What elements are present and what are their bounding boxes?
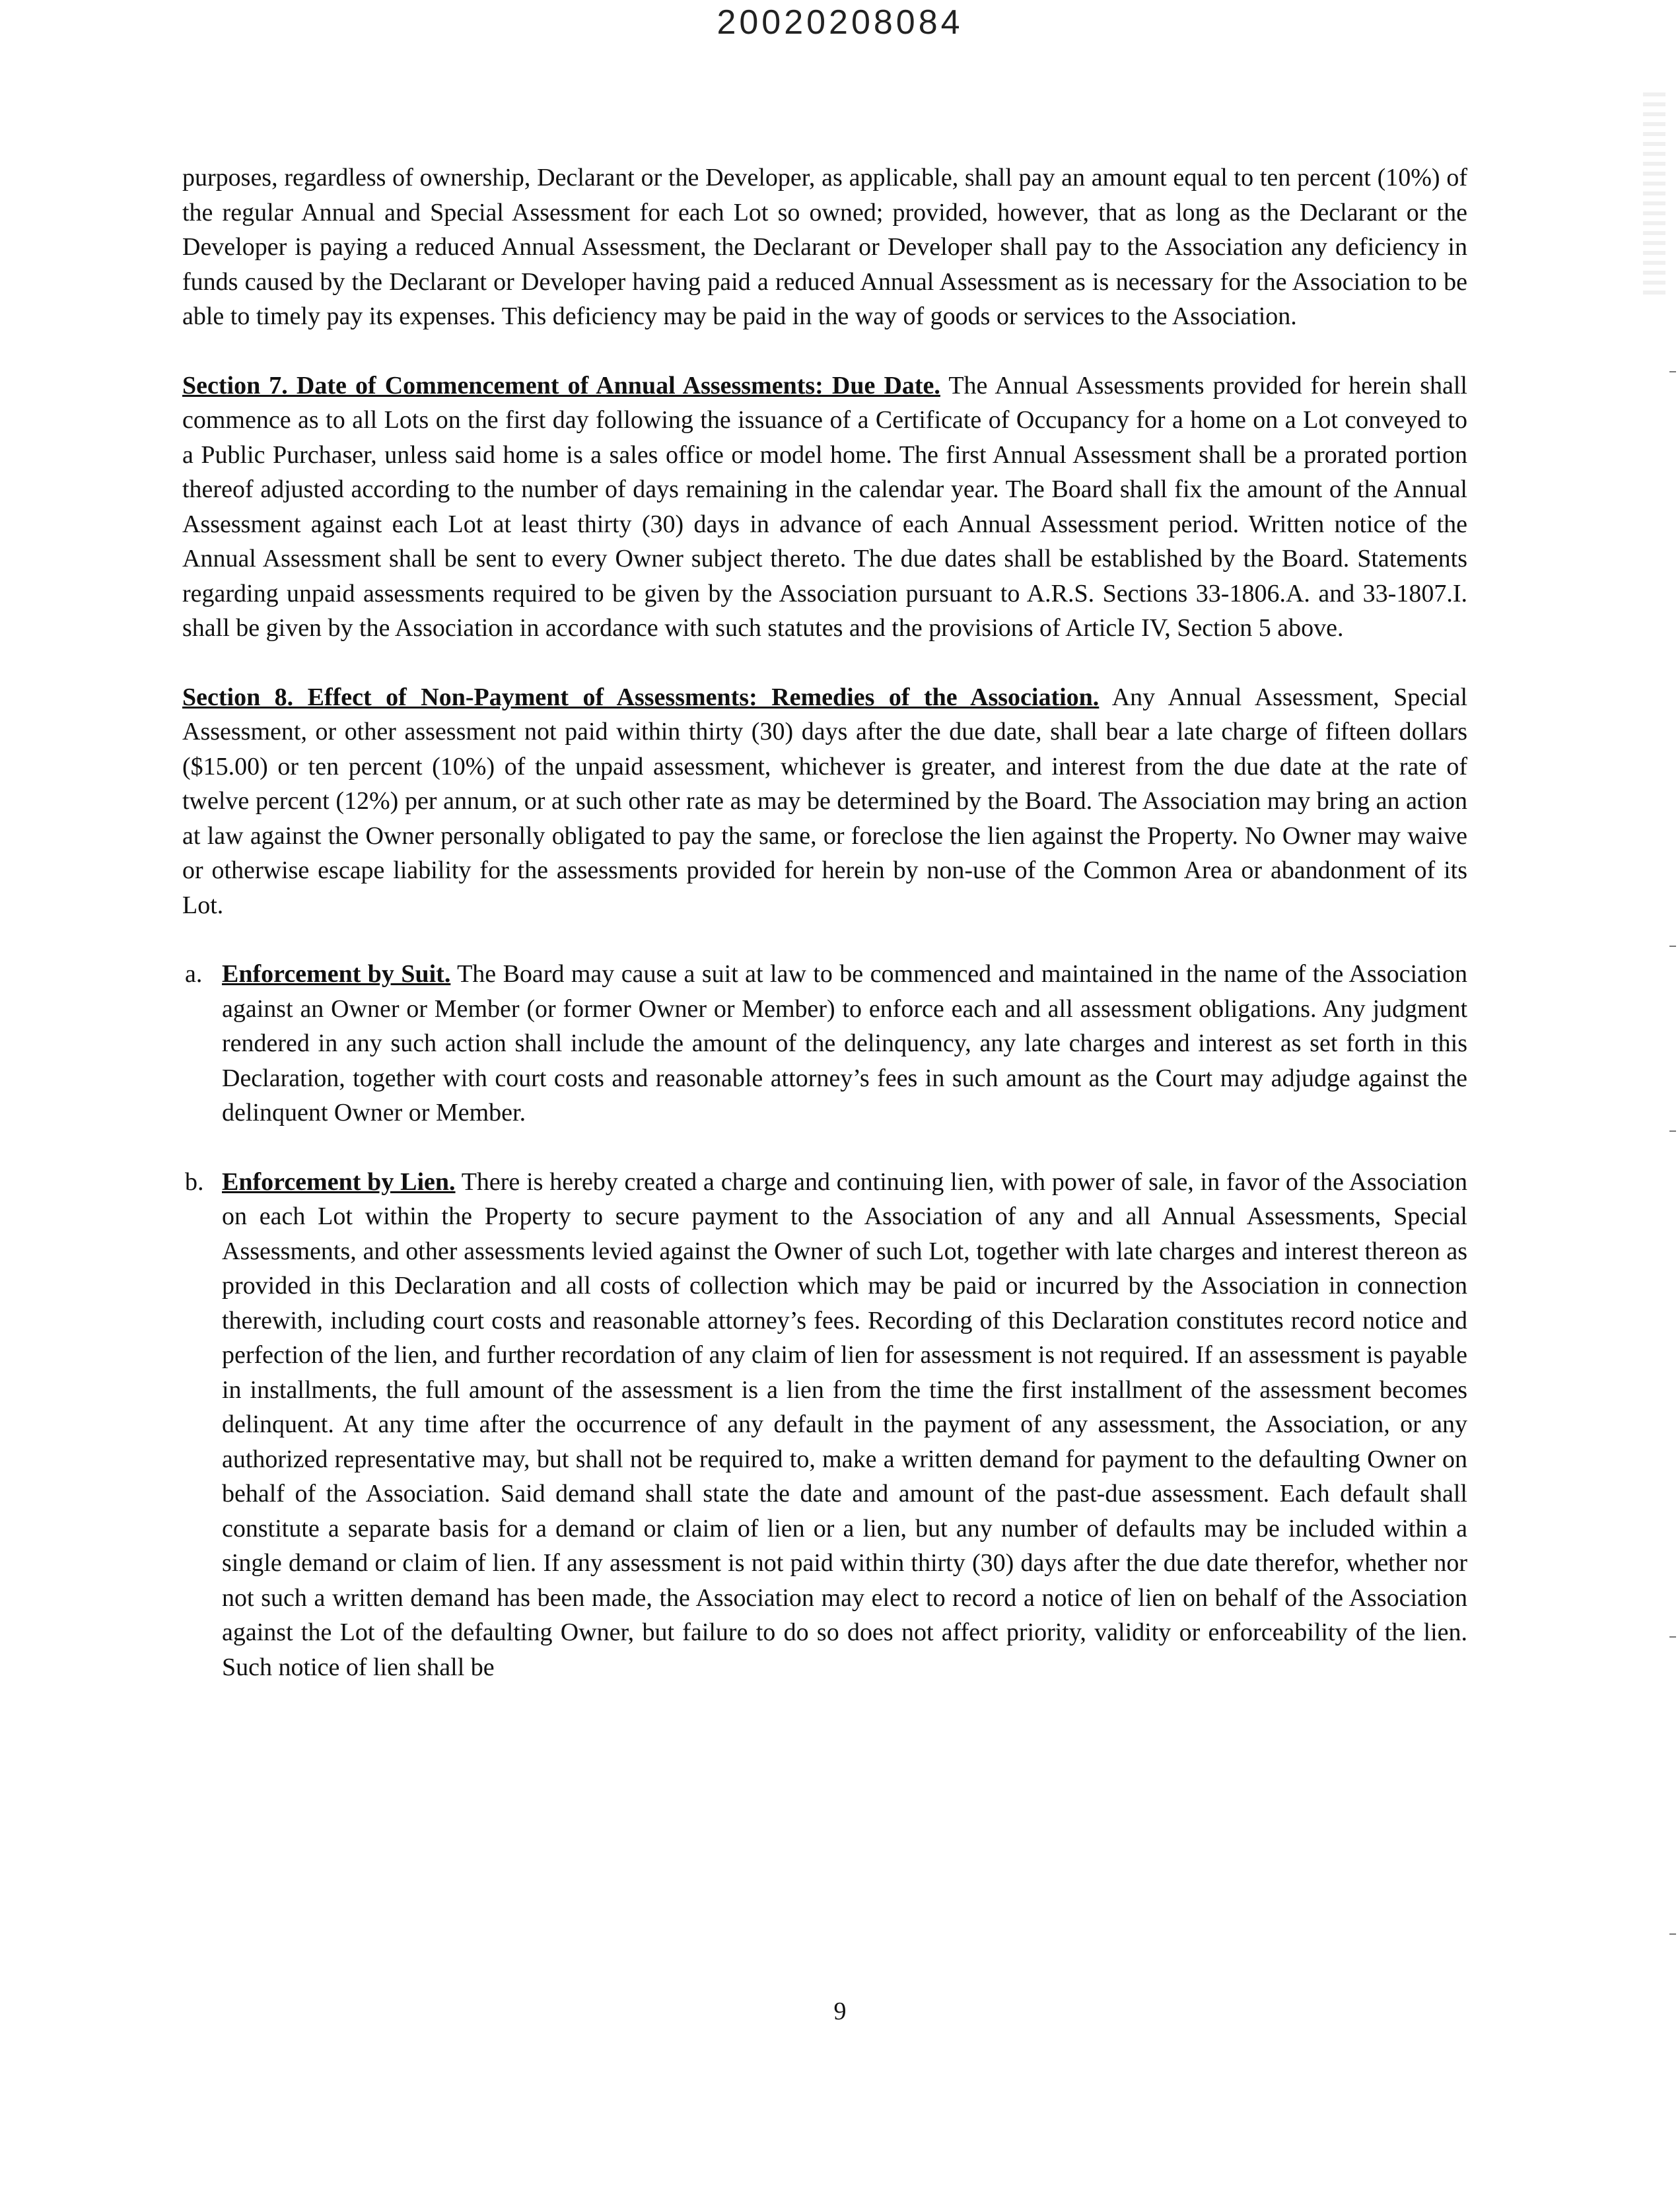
section-8-paragraph [182, 680, 1467, 923]
document-body [182, 160, 1467, 1684]
enforcement-by-suit-text: The Board may cause a suit at law to be commenced and maintained in the name of the Association against an Owner or Member (or former Owner or Member) to enforce each and all assessment obligations. Any judgment rendered in any such action shall include the amount of the delinquency, any late charges and interest as set forth in this Declaration, together with court costs and reasonable attorney’s fees in such amount as the Court may adjudge against the delinquent Owner or Member. [222, 960, 1467, 1127]
intro-text: purposes, regardless of ownership, Declarant or the Developer, as applicable, shall pay an amount equal to ten percent (10%) of the regular Annual and Special Assessment for each Lot so owned; provided, however, that as long as the Declarant or the Developer is paying a reduced Annual Assessment, the Declarant or Developer shall pay to the Association any deficiency in funds caused by the Declarant or Developer having paid a reduced Annual Assessment as is necessary for the Association to be able to timely pay its expenses. This deficiency may be paid in the way of goods or services to the Association. [182, 164, 1467, 330]
section-7-paragraph [182, 368, 1467, 646]
section-7-text: The Annual Assessments provided for herein shall commence as to all Lots on the first day following the issuance of a Certificate of Occupancy for a home on a Lot conveyed to a Public Purchaser, unless said home is a sales office or model home. The first Annual Assessment shall be a prorated portion thereof adjusted according to the number of days remaining in the calendar year. The Board shall fix the amount of the Annual Assessment against each Lot at least thirty (30) days in advance of each Annual Assessment period. Written notice of the Annual Assessment shall be sent to every Owner subject thereto. The due dates shall be established by the Board. Statements regarding unpaid assessments required to be given by the Association pursuant to A.R.S. Sections 33-1806.A. and 33-1807.I. shall be given by the Association in accordance with such statutes and the provisions of Article IV, Section 5 above. [182, 371, 1467, 642]
list-item-enforcement-by-suit [182, 957, 1467, 1130]
list-marker: b. [185, 1167, 204, 1196]
section-8-text: Any Annual Assessment, Special Assessment, or other assessment not paid within thirty (30) days after the due date, shall bear a late charge of fifteen dollars ($15.00) or ten percent (10%) of the unpaid assessment, whichever is greater, and interest from the due date at the rate of twelve percent (12%) per annum, or at such other rate as may be determined by the Board. The Association may bring an action at law against the Owner personally obligated to pay the same, or foreclose the lien against the Property. No Owner may waive or otherwise escape liability for the assessments provided for herein by non-use of the Common Area or abandonment of its Lot. [182, 683, 1468, 919]
list-marker: a. [185, 960, 203, 988]
list-item-enforcement-by-lien [182, 1165, 1467, 1685]
scan-edge-tick [1669, 1636, 1676, 1638]
intro-paragraph [182, 160, 1467, 334]
scan-edge-tick [1669, 1130, 1676, 1132]
enforcement-by-lien-text: There is hereby created a charge and continuing lien, with power of sale, in favor of the Association on each Lot within the Property to secure payment to the Association of any and all Annual Assessments, Special Assessments, and other assessments levied against the Owner of such Lot, together with late charges and interest thereon as provided in this Declaration and all costs of collection which may be paid or incurred by the Association in connection therewith, including court costs and reasonable attorney’s fees. Recording of this Declaration constitutes record notice and perfection of the lien, and further recordation of any claim of lien for assessment is not required. If an assessment is payable in installments, the full amount of the assessment is a lien from the time the first installment of the assessment becomes delinquent. At any time after the occurrence of any default in the payment of any assessment, the Association, or any authorized representative may, but shall not be required to, make a written demand for payment to the defaulting Owner on behalf of the Association. Said demand shall state the date and amount of the past-due assessment. Each default shall constitute a separate basis for a demand or claim of lien or a lien, but any number of defaults may be included within a single demand or claim of lien. If any assessment is not paid within thirty (30) days after the due date therefor, whether nor not such a written demand has been made, the Association may elect to record a notice of lien on behalf of the Association against the Lot of the defaulting Owner, but failure to do so does not affect priority, validity or enforceability of the lien. Such notice of lien shall be [222, 1167, 1467, 1681]
enforcement-by-suit-heading: Enforcement by Suit. [222, 960, 451, 988]
enforcement-by-lien-heading: Enforcement by Lien. [222, 1167, 456, 1196]
scan-edge-tick [1669, 371, 1676, 372]
scan-edge-tick [1669, 946, 1676, 947]
scan-edge-tick [1669, 1933, 1676, 1935]
document-number: 20020208084 [717, 3, 963, 42]
section-7-heading: Section 7. Date of Commencement of Annual Assessments: Due Date. [182, 371, 940, 399]
scan-stamp-mark [1643, 92, 1665, 297]
section-8-heading: Section 8. Effect of Non-Payment of Assessments: Remedies of the Association. [182, 683, 1100, 711]
page-number: 9 [833, 1997, 847, 2025]
